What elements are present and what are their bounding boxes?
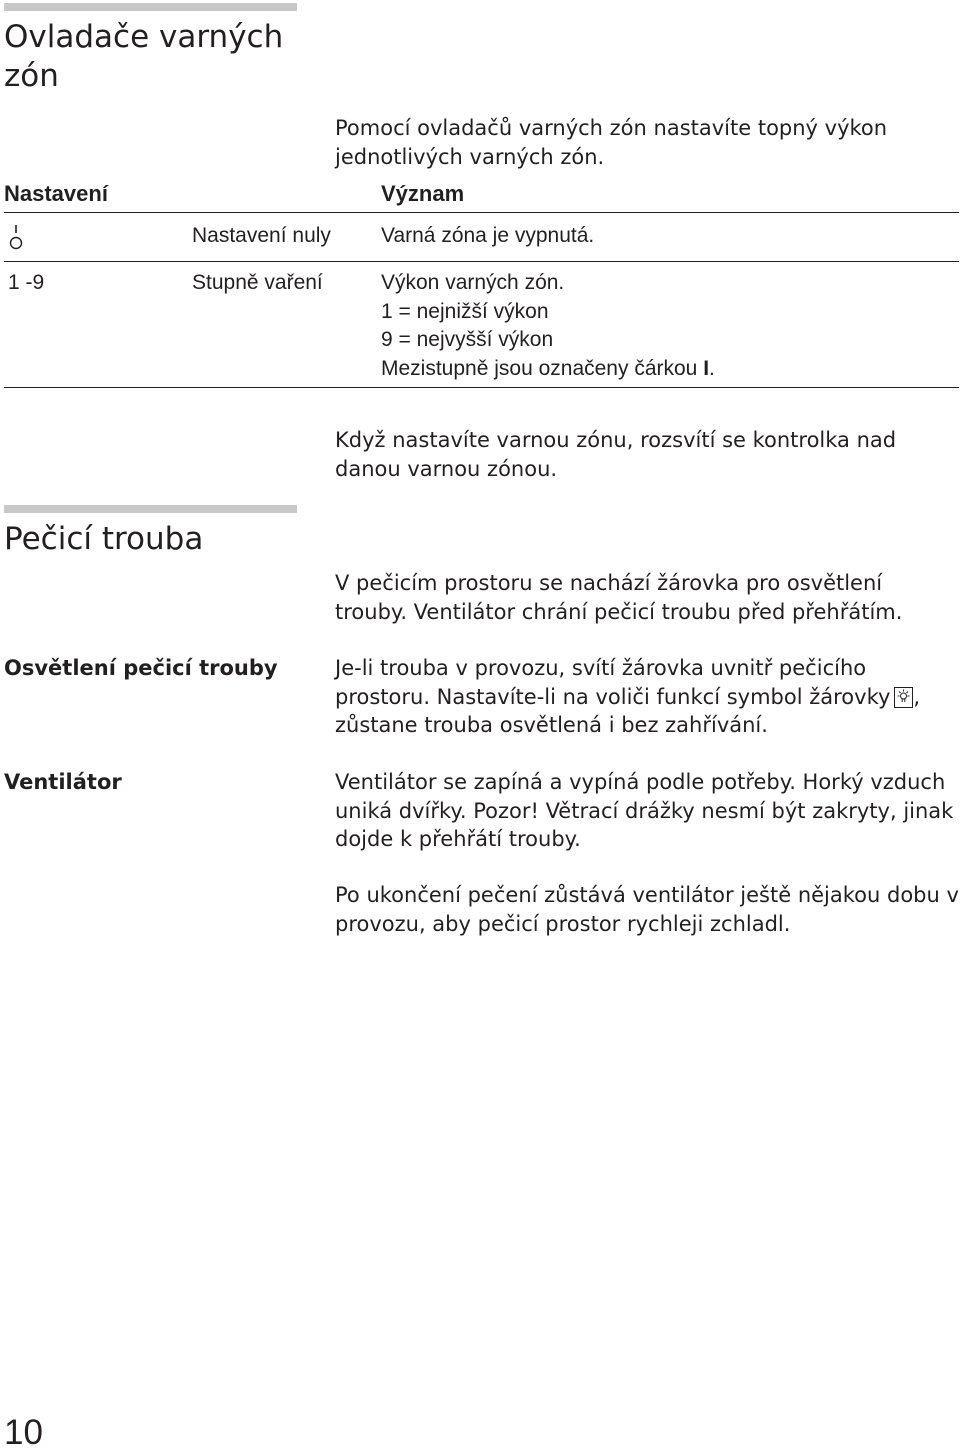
zero-setting-icon (9, 223, 23, 253)
hob-controls-note: Když nastavíte varnou zónu, rozsvítí se kontrolka nad danou varnou zónou. (335, 428, 897, 481)
section-bar-hob-controls (4, 3, 297, 11)
table-row-levels-meaning (381, 269, 956, 383)
section-title-hob-controls: Ovladače varných zón (4, 19, 284, 94)
table-row-zero-meaning: Varná zóna je vypnutá. (381, 224, 595, 247)
page-number: 10 (4, 1413, 43, 1452)
hob-controls-intro: Pomocí ovladačů varných zón nastavíte topný výkon jednotlivých varných zón. (335, 116, 888, 169)
table-header-rule (4, 212, 959, 213)
oven-intro: V pečicím prostoru se nachází žárovka pro osvětlení trouby. Ventilátor chrání pečicí troubu před přehřátím. (335, 571, 903, 624)
meaning-text: . (709, 356, 715, 380)
meaning-line (381, 355, 956, 384)
table-row-levels-name: Stupně vaření (192, 271, 323, 294)
fan-text-2: Po ukončení pečení zůstává ventilátor ještě nějakou dobu v provozu, aby pečicí prostor rychleji zchladl. (335, 883, 959, 936)
table-row-rule (4, 261, 959, 262)
table-row-zero-name: Nastavení nuly (192, 224, 331, 247)
table-header-setting: Nastavení (4, 181, 108, 206)
table-header-meaning: Význam (381, 181, 465, 206)
intermediate-mark: I (703, 356, 710, 380)
label-oven-lighting: Osvětlení pečicí trouby (4, 656, 278, 680)
light-bulb-icon (894, 687, 913, 708)
meaning-line: 1 = nejnižší výkon (381, 299, 549, 323)
fan-text-1: Ventilátor se zapíná a vypíná podle potřeby. Horký vzduch uniká dvířky. Pozor! Větrací drážky nesmí být zakryty, jinak dojde k přehřátí trouby. (335, 770, 954, 851)
lighting-text-before: Je-li trouba v provozu, svítí žárovka uvnitř pečicího prostoru. Nastavíte-li na voliči funkcí symbol žárovky (335, 656, 891, 709)
meaning-text: Mezistupně jsou označeny čárkou (381, 356, 704, 380)
label-fan: Ventilátor (4, 770, 122, 794)
section-bar-oven (4, 505, 297, 513)
meaning-line: Výkon varných zón. (381, 271, 565, 294)
section-title-oven: Pečicí trouba (4, 521, 204, 557)
lighting-text-after: , zůstane trouba osvětlená i bez zahřívání. (335, 684, 921, 737)
meaning-line: 9 = nejvyšší výkon (381, 328, 554, 351)
table-row-levels-setting: 1 -9 (8, 271, 45, 294)
oven-lighting-text (335, 654, 960, 740)
table-bottom-rule (4, 387, 959, 388)
